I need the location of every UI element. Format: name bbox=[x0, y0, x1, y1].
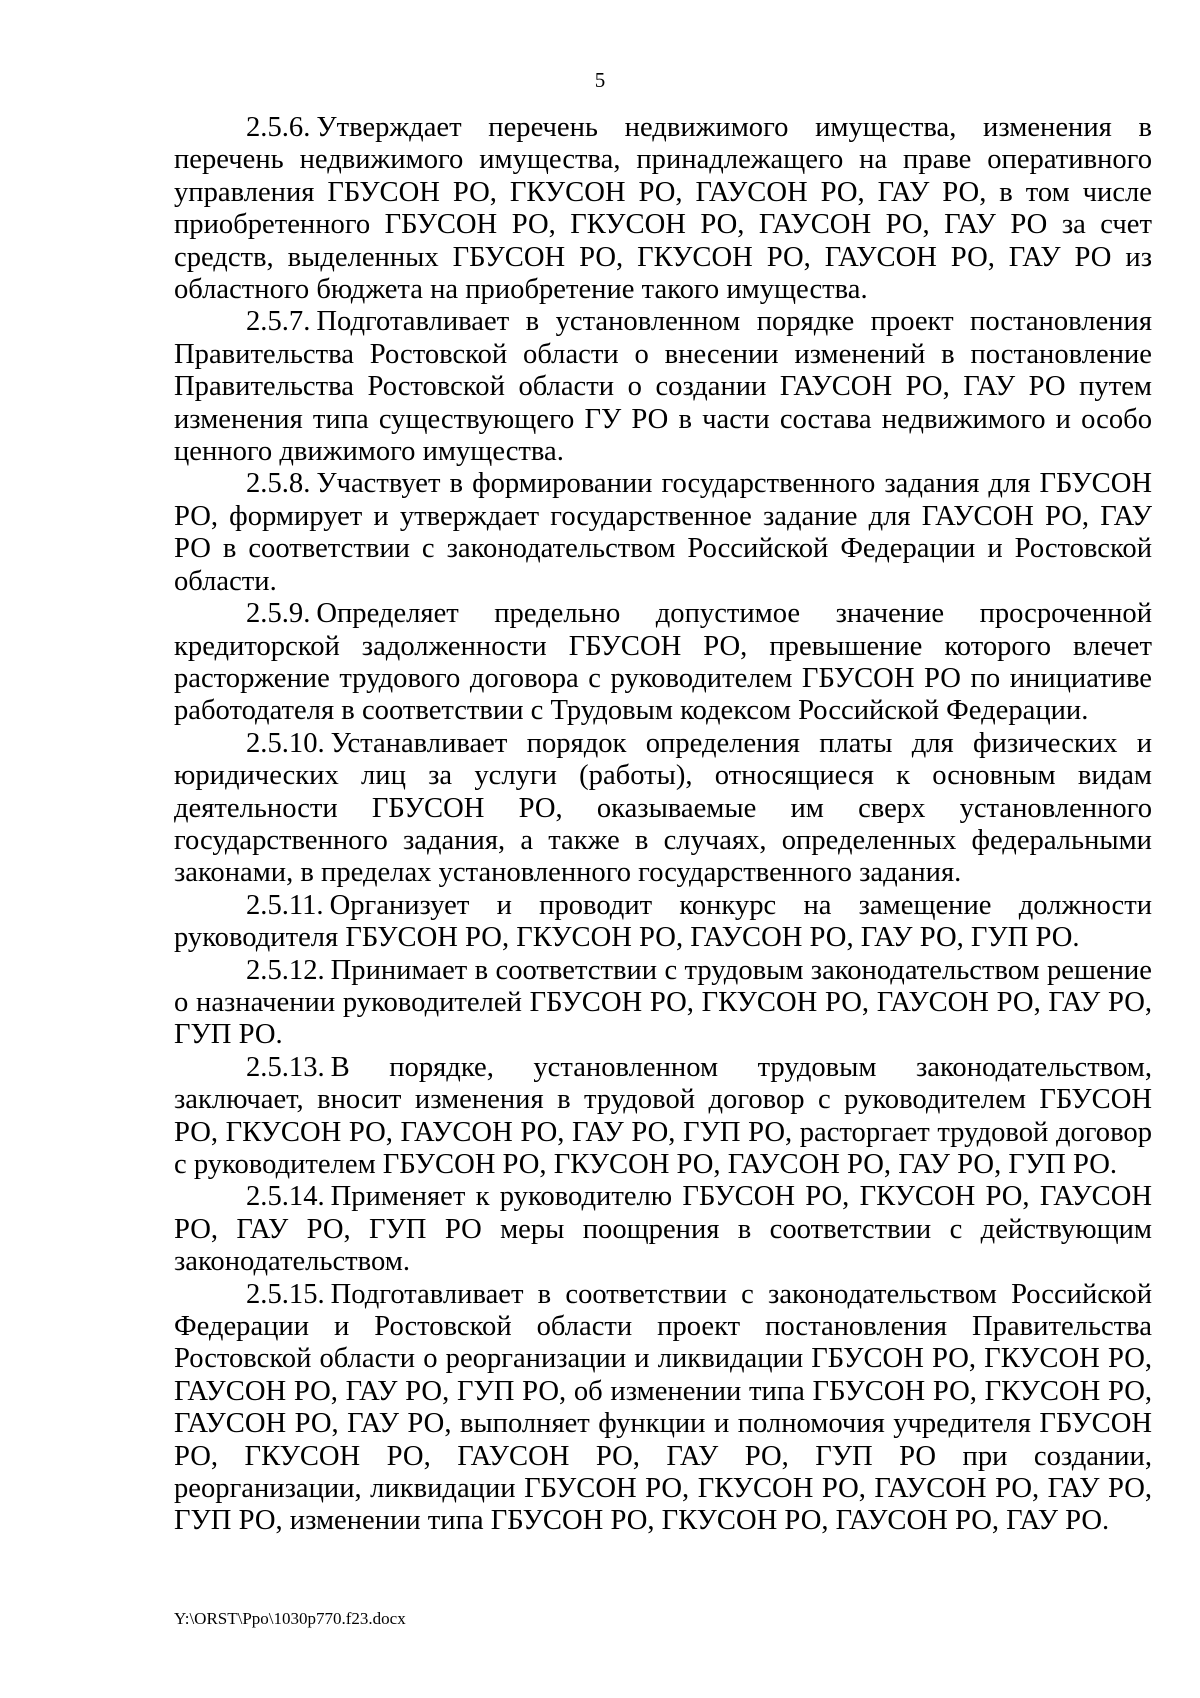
paragraph-text: Организует и проводит конкурс на замещение должности руководителя ГБУСОН РО, ГКУСОН РО, ГАУСОН РО, ГАУ РО, ГУП РО. bbox=[174, 889, 1152, 954]
paragraph-2-5-13 bbox=[174, 1052, 1152, 1182]
paragraph-2-5-8 bbox=[174, 468, 1152, 598]
paragraph-number: 2.5.15. bbox=[246, 1278, 325, 1310]
paragraph-number: 2.5.11. bbox=[246, 889, 324, 921]
paragraph-text: Определяет предельно допустимое значение просроченной кредиторской задолженности ГБУСОН РО, превышение которого влечет расторжение трудового договора с руководителем ГБУСОН РО по инициативе работодателя в соответствии с Трудовым кодексом Российской Федерации. bbox=[174, 598, 1152, 727]
paragraph-number: 2.5.10. bbox=[246, 727, 325, 759]
paragraph-number: 2.5.8. bbox=[246, 468, 311, 500]
paragraph-2-5-6 bbox=[174, 112, 1152, 306]
paragraph-text: Утверждает перечень недвижимого имущества, изменения в перечень недвижимого имущества, принадлежащего на праве оперативного управления ГБУСОН РО, ГКУСОН РО, ГАУСОН РО, ГАУ РО, в том числе приобретенного ГБУСОН РО, ГКУСОН РО, ГАУСОН РО, ГАУ РО за счет средств, выделенных ГБУСОН РО, ГКУСОН РО, ГАУСОН РО, ГАУ РО из областного бюджета на приобретение такого имущества. bbox=[174, 112, 1152, 306]
paragraph-2-5-7 bbox=[174, 306, 1152, 468]
paragraph-number: 2.5.14. bbox=[246, 1181, 325, 1213]
paragraph-text: Подготавливает в соответствии с законодательством Российской Федерации и Ростовской области проект постановления Правительства Ростовской области о реорганизации и ликвидации ГБУСОН РО, ГКУСОН РО, ГАУСОН РО, ГАУ РО, ГУП РО, об изменении типа ГБУСОН РО, ГКУСОН РО, ГАУСОН РО, ГАУ РО, выполняет функции и полномочия учредителя ГБУСОН РО, ГКУСОН РО, ГАУСОН РО, ГАУ РО, ГУП РО при создании, реорганизации, ликвидации ГБУСОН РО, ГКУСОН РО, ГАУСОН РО, ГАУ РО, ГУП РО, изменении типа ГБУСОН РО, ГКУСОН РО, ГАУСОН РО, ГАУ РО. bbox=[174, 1278, 1152, 1537]
paragraph-2-5-12 bbox=[174, 955, 1152, 1052]
paragraph-text: Участвует в формировании государственного задания для ГБУСОН РО, формирует и утверждает государственное задание для ГАУСОН РО, ГАУ РО в соответствии с законодательством Российской Федерации и Ростовской области. bbox=[174, 468, 1152, 597]
paragraph-number: 2.5.7. bbox=[246, 306, 311, 338]
paragraph-number: 2.5.13. bbox=[246, 1051, 325, 1083]
paragraph-number: 2.5.12. bbox=[246, 954, 325, 986]
paragraph-2-5-14 bbox=[174, 1181, 1152, 1278]
paragraph-number: 2.5.6. bbox=[246, 112, 311, 143]
page-number: 5 bbox=[594, 68, 606, 92]
paragraph-2-5-9 bbox=[174, 598, 1152, 728]
paragraph-2-5-11 bbox=[174, 890, 1152, 955]
paragraph-text: Подготавливает в установленном порядке проект постановления Правительства Ростовской области о внесении изменений в постановление Правительства Ростовской области о создании ГАУСОН РО, ГАУ РО путем изменения типа существующего ГУ РО в части состава недвижимого и особо ценного движимого имущества. bbox=[174, 306, 1152, 468]
paragraph-number: 2.5.9. bbox=[246, 598, 311, 630]
footer-file-path: Y:\ORST\Ppo\1030p770.f23.docx bbox=[174, 1609, 406, 1628]
paragraph-2-5-10 bbox=[174, 728, 1152, 890]
paragraph-2-5-15 bbox=[174, 1279, 1152, 1538]
document-body bbox=[174, 112, 1152, 1538]
paragraph-text: Устанавливает порядок определения платы для физических и юридических лиц за услуги (работы), относящиеся к основным видам деятельности ГБУСОН РО, оказываемые им сверх установленного государственного задания, а также в случаях, определенных федеральными законами, в пределах установленного государственного задания. bbox=[174, 727, 1152, 889]
paragraph-text: В порядке, установленном трудовым законодательством, заключает, вносит изменения в трудовой договор с руководителем ГБУСОН РО, ГКУСОН РО, ГАУСОН РО, ГАУ РО, ГУП РО, расторгает трудовой договор с руководителем ГБУСОН РО, ГКУСОН РО, ГАУСОН РО, ГАУ РО, ГУП РО. bbox=[174, 1051, 1152, 1180]
paragraph-text: Применяет к руководителю ГБУСОН РО, ГКУСОН РО, ГАУСОН РО, ГАУ РО, ГУП РО меры поощрения в соответствии с действующим законодательством. bbox=[174, 1181, 1152, 1278]
paragraph-text: Принимает в соответствии с трудовым законодательством решение о назначении руководителей ГБУСОН РО, ГКУСОН РО, ГАУСОН РО, ГАУ РО, ГУП РО. bbox=[174, 954, 1152, 1051]
